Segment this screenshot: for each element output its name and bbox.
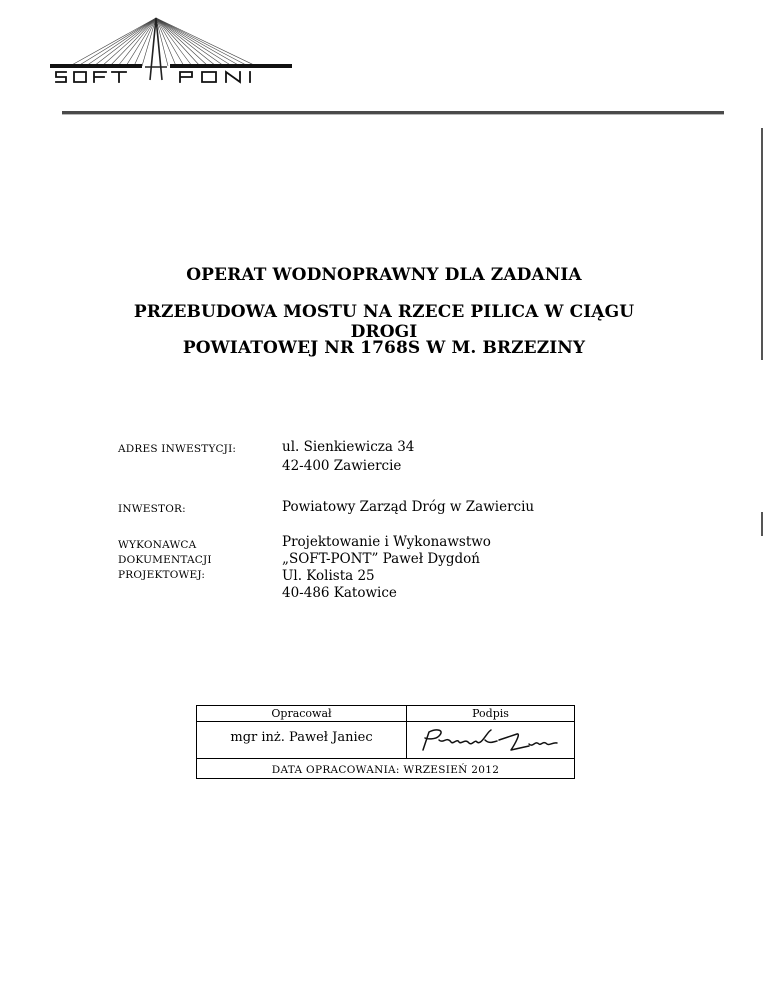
investor-label: INWESTOR: <box>118 503 186 515</box>
preparation-date: DATA OPRACOWANIA: WRZESIEŃ 2012 <box>271 764 500 776</box>
address-city: 42-400 Zawiercie <box>282 458 402 474</box>
address-label: ADRES INWESTYCJI: <box>118 443 237 455</box>
table-divider <box>197 721 574 722</box>
address-street: ul. Sienkiewicza 34 <box>282 439 415 455</box>
document-title-line-1: OPERAT WODNOPRAWNY DLA ZADANIA <box>186 265 582 285</box>
bridge-logo-icon <box>50 14 300 86</box>
contractor-line: Ul. Kolista 25 <box>282 568 375 584</box>
margin-change-bar <box>761 128 763 360</box>
contractor-line: 40-486 Katowice <box>282 585 397 601</box>
margin-change-bar <box>761 512 763 536</box>
document-title-line-3: POWIATOWEJ NR 1768S W M. BRZEZINY <box>182 338 586 358</box>
investor-name: Powiatowy Zarząd Dróg w Zawierciu <box>282 499 535 515</box>
document-title-line-2: PRZEBUDOWA MOSTU NA RZECE PILICA W CIĄGU DROGI <box>133 302 635 342</box>
contractor-label-line: WYKONAWCA <box>118 539 197 551</box>
contractor-label-line: PROJEKTOWEJ: <box>118 569 206 581</box>
signature-header: Podpis <box>472 707 509 720</box>
handwritten-signature <box>417 726 562 754</box>
soft-pont-logo <box>50 14 300 86</box>
signature-table <box>196 705 575 779</box>
address-value <box>282 439 702 475</box>
contractor-value <box>282 534 702 602</box>
prepared-by-name: mgr inż. Paweł Janiec <box>230 730 373 745</box>
contractor-label <box>118 538 268 583</box>
investor-value <box>282 499 702 516</box>
prepared-by-header: Opracował <box>271 707 332 720</box>
contractor-line: Projektowanie i Wykonawstwo <box>282 534 491 550</box>
contractor-label-line: DOKUMENTACJI <box>118 554 212 566</box>
contractor-line: „SOFT-PONT” Paweł Dygdoń <box>282 551 480 567</box>
header-rule <box>62 111 724 114</box>
table-divider <box>197 758 574 759</box>
